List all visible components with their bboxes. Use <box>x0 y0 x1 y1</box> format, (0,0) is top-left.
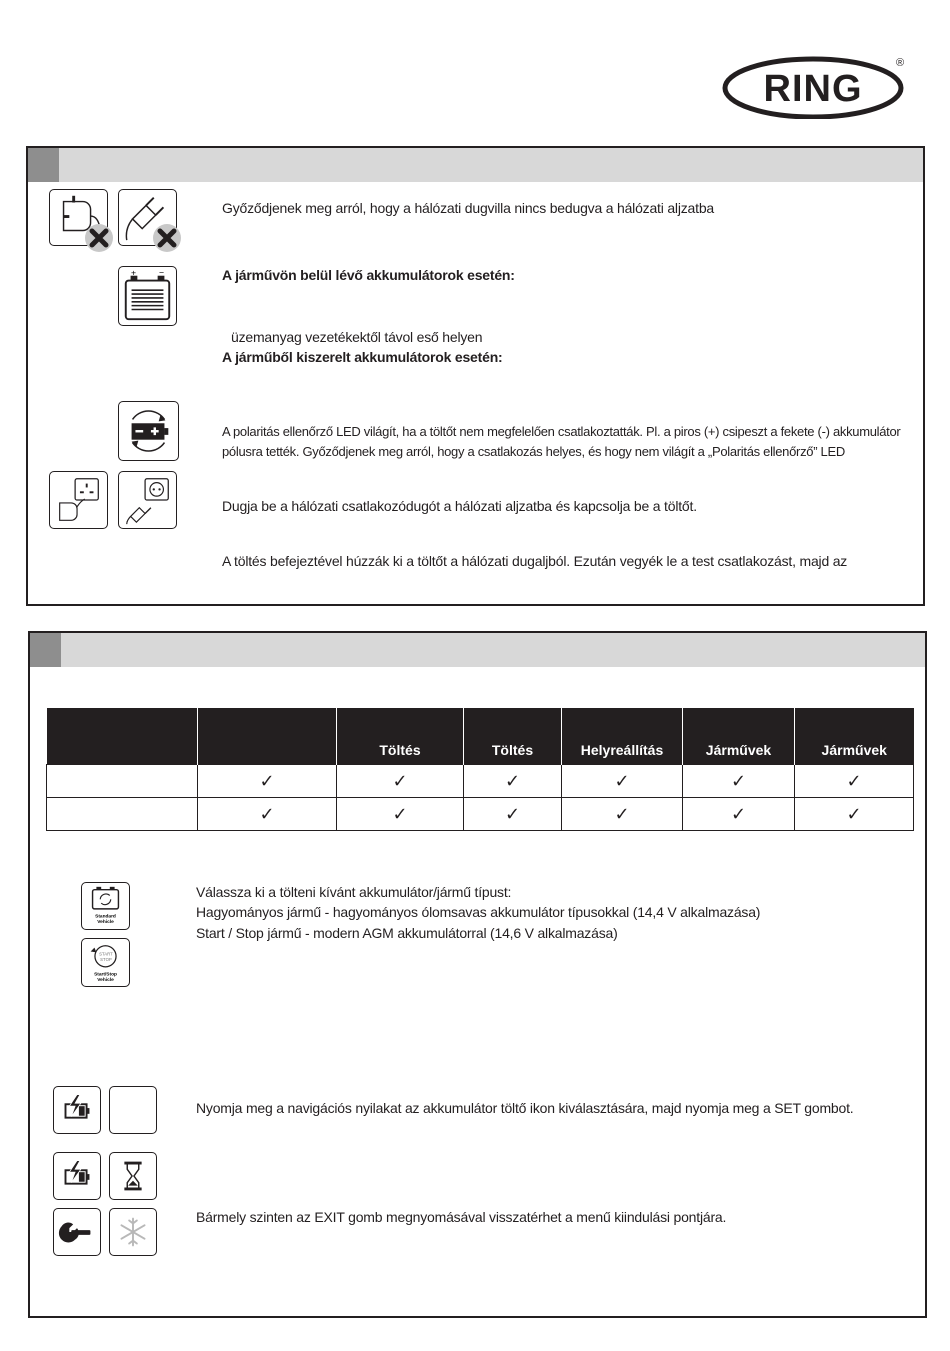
unplug-instruction: Győződjenek meg arról, hogy a hálózati dugvilla nincs bedugva a hálózati aljzatba <box>222 200 715 216</box>
table-header-cell: Helyreállítás <box>562 708 683 765</box>
check-mark: ✓ <box>683 765 795 798</box>
section-header-tab <box>28 148 59 182</box>
section-header-tab <box>30 633 61 667</box>
plug-in-instruction: Dugja be a hálózati csatlakozódugót a hálózati aljzatba és kapcsolja be a töltőt. <box>222 498 697 514</box>
svg-text:STOP: STOP <box>100 957 112 963</box>
start-stop-vehicle-icon <box>81 938 130 987</box>
table-header-cell <box>198 708 337 765</box>
snowflake-icon <box>109 1208 157 1256</box>
table-header-cell: Töltés <box>337 708 464 765</box>
start-stop-vehicle-description: Start / Stop jármű - modern AGM akkumulátorral (14,6 V alkalmazása) <box>196 925 618 941</box>
check-mark: ✓ <box>795 798 914 831</box>
svg-text:Vehicle: Vehicle <box>97 920 114 926</box>
ring-logo <box>722 55 908 119</box>
select-type-instruction: Válassza ki a tölteni kívánt akkumulátor/jármű típust: <box>196 884 512 900</box>
check-mark: ✓ <box>337 798 464 831</box>
polarity-warning-line-1: A polaritás ellenőrző LED világít, ha a töltőt nem megfelelően csatlakoztatták. Pl. a piros (+) csipeszt a fekete (-) akkumulátor <box>222 424 901 439</box>
charge-mode-table <box>46 708 914 831</box>
table-header-cell: Járművek <box>795 708 914 765</box>
exit-instruction: Bármely szinten az EXIT gomb megnyomásával visszatérhet a menű kiindulási pontjára. <box>196 1209 727 1225</box>
cross-mark-icon <box>84 223 114 253</box>
check-mark: ✓ <box>464 765 562 798</box>
svg-text:−: − <box>158 267 165 278</box>
polarity-warning-line-2: pólusra tették. Győződjenek meg arról, hogy a csatlakozás helyes, és hogy nem világít a „Polaritás ellenőrző” LED <box>222 444 845 459</box>
fuel-lines-note: üzemanyag vezetékektől távol eső helyen <box>231 329 483 345</box>
table-header-cell: Járművek <box>683 708 795 765</box>
table-row <box>47 798 914 831</box>
polarity-reverse-icon <box>118 401 179 461</box>
check-mark: ✓ <box>198 798 337 831</box>
table-cell <box>47 765 198 798</box>
table-header-cell: Töltés <box>464 708 562 765</box>
registered-mark: ® <box>895 57 905 69</box>
uk-socket-plug-icon <box>49 471 108 529</box>
navigation-instruction: Nyomja meg a navigációs nyilakat az akkumulátor töltő ikon kiválasztására, majd nyomja meg a SET gombot. <box>196 1100 854 1116</box>
logo-wordmark: RING <box>763 68 863 110</box>
standard-vehicle-icon <box>81 882 130 930</box>
section-header-bar <box>30 633 925 667</box>
cross-mark-icon <box>152 223 182 253</box>
svg-text:+: + <box>130 267 137 278</box>
check-mark: ✓ <box>464 798 562 831</box>
table-cell <box>47 798 198 831</box>
check-mark: ✓ <box>198 765 337 798</box>
table-header-row <box>47 708 914 765</box>
battery-icon <box>118 266 177 326</box>
battery-charge-icon <box>53 1086 101 1134</box>
svg-text:START: START <box>99 951 113 957</box>
hourglass-icon <box>109 1152 157 1200</box>
in-vehicle-heading: A járművön belül lévő akkumulátorok esetén: <box>222 267 515 283</box>
check-mark: ✓ <box>683 798 795 831</box>
check-mark: ✓ <box>562 798 683 831</box>
table-header-cell <box>47 708 198 765</box>
svg-text:Standard: Standard <box>95 914 116 920</box>
removed-battery-heading: A járműből kiszerelt akkumulátorok esetén: <box>222 349 503 365</box>
standard-vehicle-description: Hagyományos jármű - hagyományos ólomsavas akkumulátor típusokkal (14,4 V alkalmazása) <box>196 904 761 920</box>
check-mark: ✓ <box>337 765 464 798</box>
blank-mode-icon <box>109 1086 157 1134</box>
battery-charge-icon <box>53 1152 101 1200</box>
euro-socket-plug-icon <box>118 471 177 529</box>
wrench-icon <box>53 1208 101 1256</box>
check-mark: ✓ <box>795 765 914 798</box>
check-mark: ✓ <box>562 765 683 798</box>
section-header-bar <box>28 148 923 182</box>
finish-instruction: A töltés befejeztével húzzák ki a töltőt a hálózati dugaljból. Ezután vegyék le a test csatlakozást, majd az <box>222 553 848 569</box>
svg-text:Start/Stop: Start/Stop <box>94 972 117 978</box>
table-row <box>47 765 914 798</box>
svg-text:Vehicle: Vehicle <box>97 978 114 984</box>
